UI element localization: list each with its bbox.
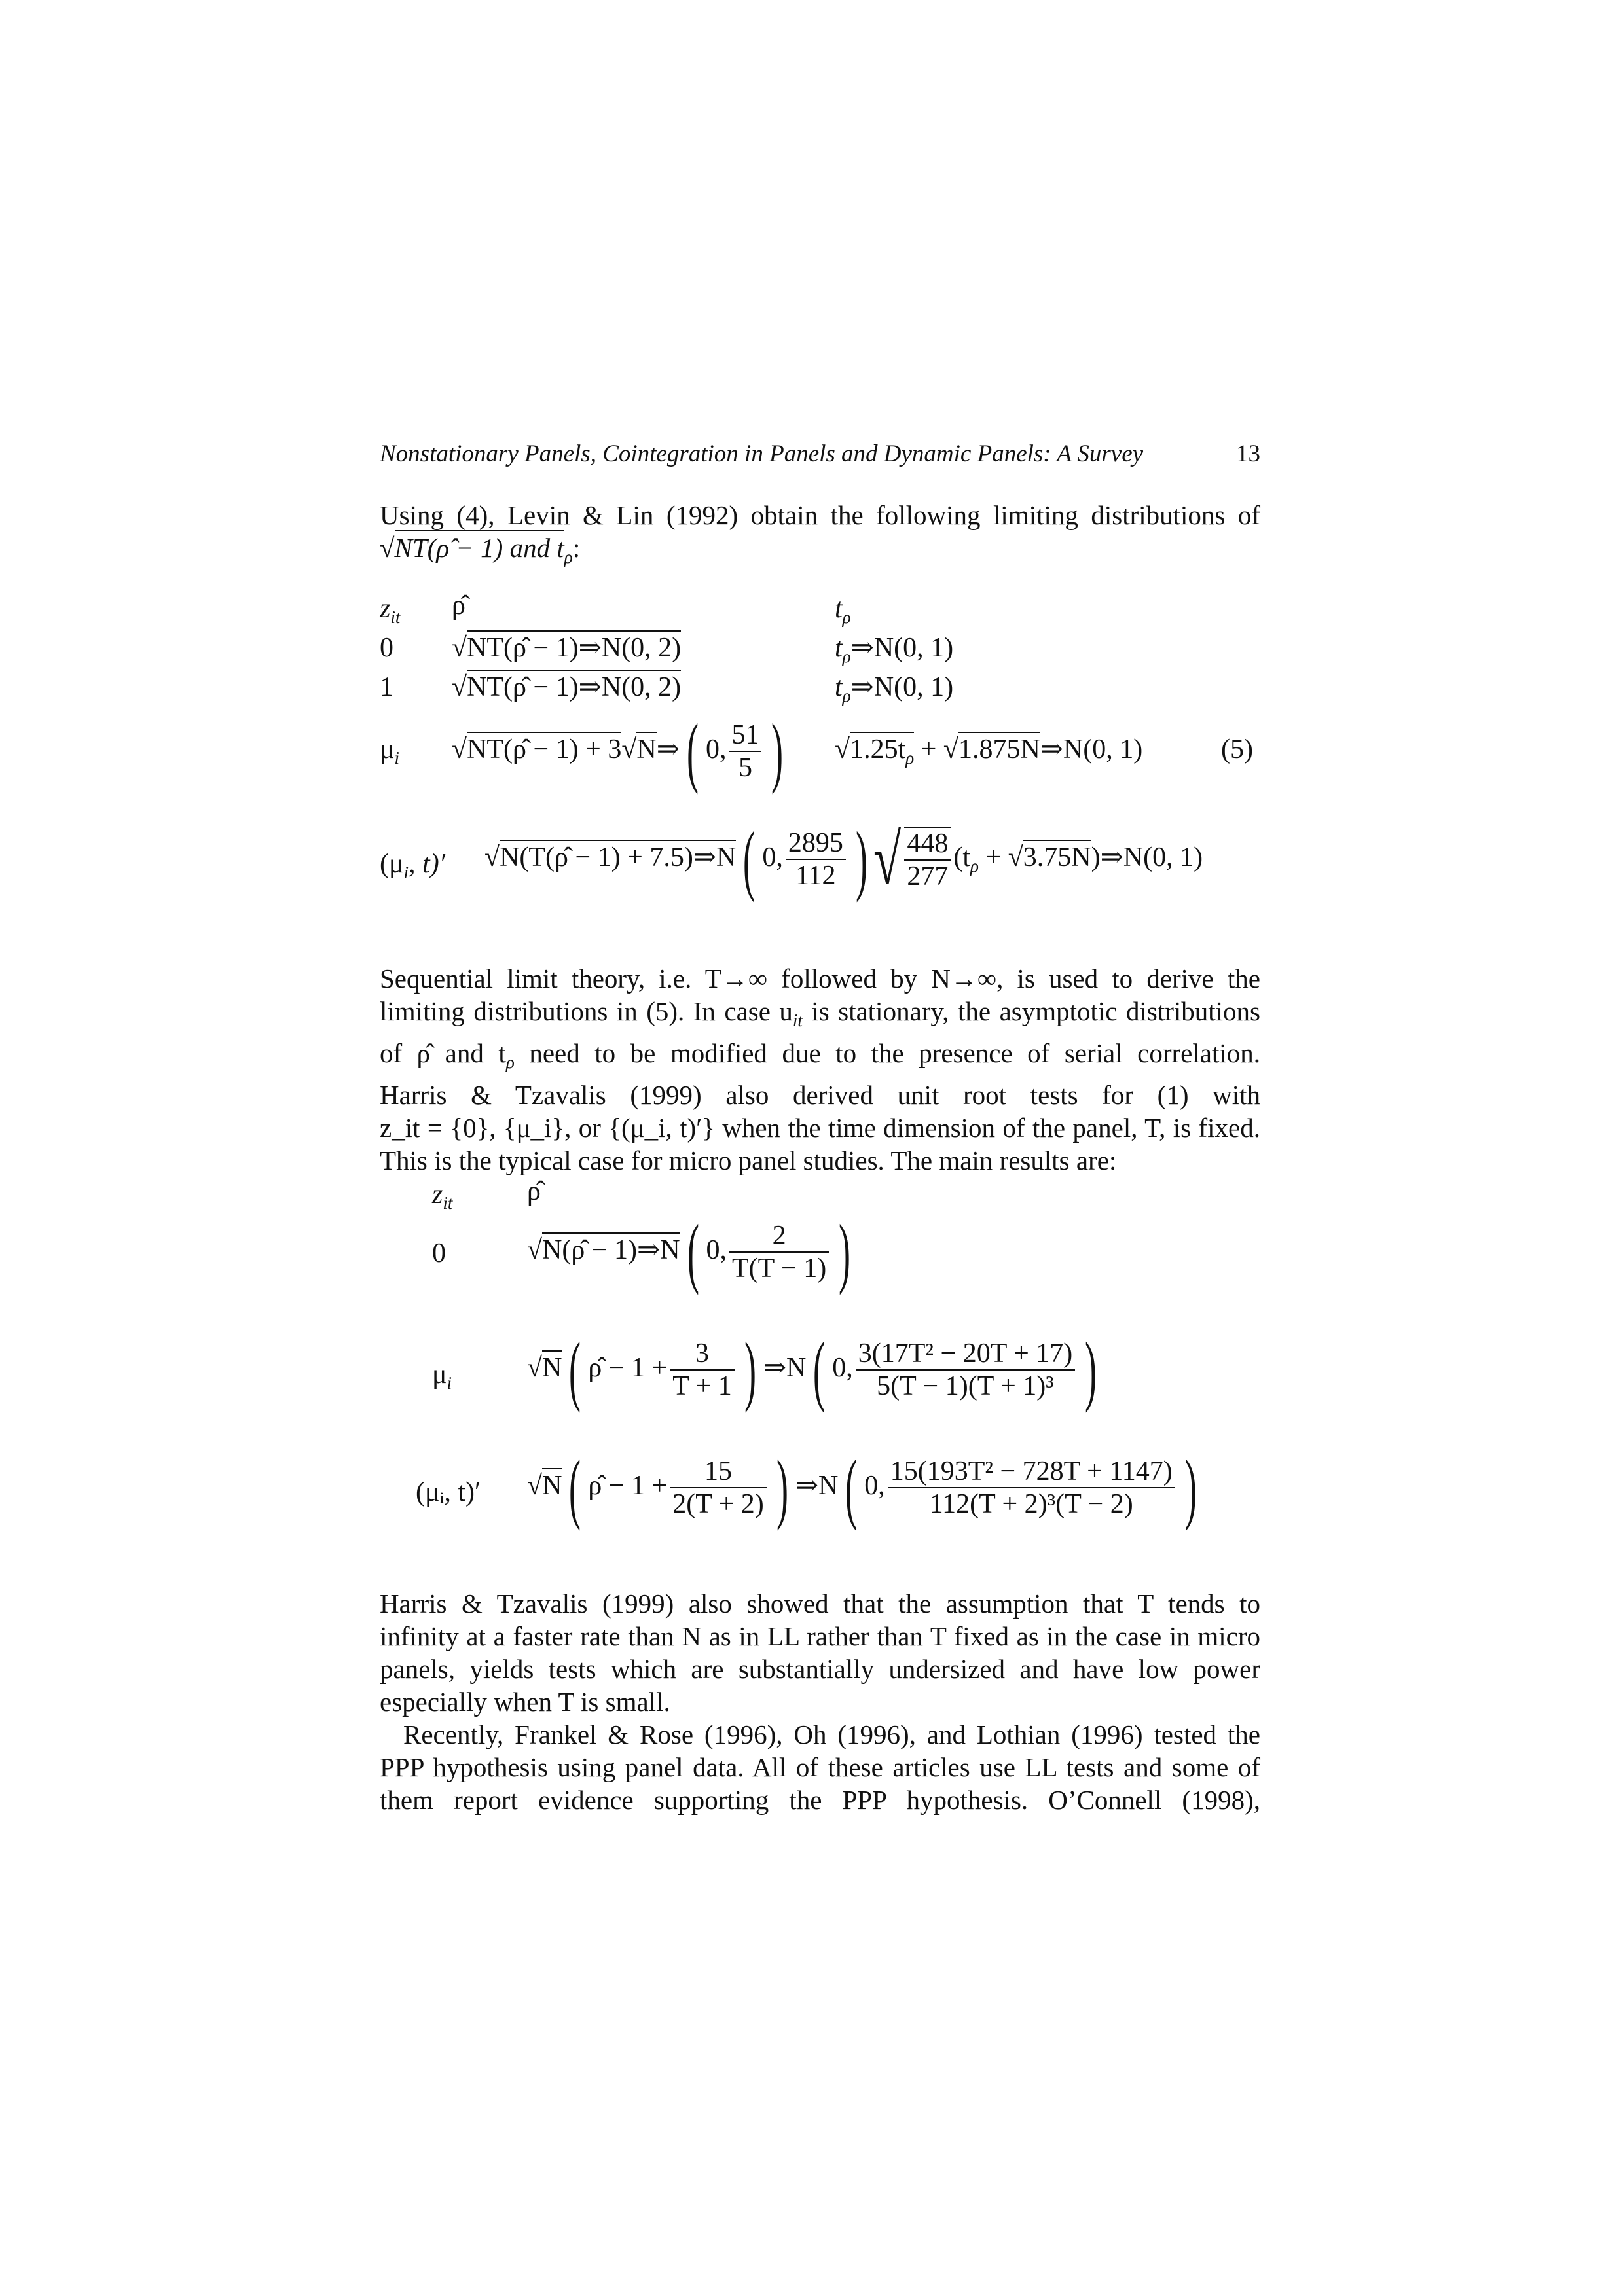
para3-line-4: especially when T is small. bbox=[380, 1687, 670, 1717]
table1-row2-rho: √NT(ρ̂ − 1) + 3√N⇒( 0, $\frac{51}{5}$ ) bbox=[452, 708, 784, 795]
table2-row1-z: $\mu_i$ bbox=[432, 1359, 452, 1393]
table1-row0-rho: √NT(ρ̂ − 1)⇒N(0, 2) bbox=[452, 632, 681, 664]
para1-line-1: Using (4), Levin & Lin (1992) obtain the following limiting distributions of bbox=[380, 500, 1260, 530]
table1-row3-t: √ $\frac{448}{277}$ ($t_\rho$ + √3.75N)⇒N(0, 1) bbox=[873, 819, 1203, 900]
page-number: 13 bbox=[1236, 440, 1260, 467]
table2-row0-z: 0 bbox=[432, 1238, 446, 1268]
table2-row2-z: (μᵢ, t)′ bbox=[416, 1477, 481, 1507]
para3-line-2: infinity at a faster rate than N as in LL rather than T fixed as in the case in micro bbox=[380, 1621, 1260, 1651]
table1-row3-rho: √N(T(ρ̂ − 1) + 7.5)⇒N( 0, $\frac{2895}{112}$ ) bbox=[484, 816, 867, 903]
para1-line-2-sub: ρ bbox=[564, 547, 573, 567]
paragraph-3 bbox=[380, 1587, 1260, 1718]
table1-row0-z: 0 bbox=[380, 633, 393, 663]
para4-line-3: them report evidence supporting the PPP hypothesis. O’Connell (1998), bbox=[380, 1785, 1260, 1815]
paragraph-1 bbox=[380, 499, 1260, 573]
table1-header-z: $z_{it}$ bbox=[380, 594, 401, 627]
table1-row3-z: ($\mu_i$, t)′ bbox=[380, 849, 445, 882]
para2-line-3: of ρ̂ and $t_\rho$ need to be modified due to the presence of serial correlation. bbox=[380, 1038, 1260, 1072]
para2-line-1: Sequential limit theory, i.e. T→∞ followed by N→∞, is used to derive the bbox=[380, 963, 1260, 994]
para1-line-2: √NT(ρ̂ − 1) and $t_\rho$: bbox=[380, 531, 1260, 573]
para1-line-2-expr: NT(ρ̂ − 1) and t bbox=[394, 533, 564, 563]
running-header bbox=[380, 440, 1260, 468]
table1-header-rho: ρ̂ bbox=[452, 590, 465, 620]
para4-line-1: Recently, Frankel & Rose (1996), Oh (1996), and Lothian (1996) tested the bbox=[403, 1719, 1260, 1749]
table1-row2-z: $\mu_i$ bbox=[380, 734, 400, 768]
paragraph-2 bbox=[380, 962, 1260, 1177]
para1-line-2-end: : bbox=[572, 533, 581, 563]
para3-line-1: Harris & Tzavalis (1999) also showed that the assumption that T tends to bbox=[380, 1588, 1260, 1619]
table2-row1-expr: √N( ρ̂ − 1 + $\frac{3}{T + 1}$ ) ⇒N( 0, $\frac{\text{3(17T² − 20T + 17)}}{\text{5(T − 1)(T + 1)³}}$ ) bbox=[527, 1326, 1097, 1414]
para2-line-2: limiting distributions in (5). In case $u_{it}$ is stationary, the asymptotic distributions bbox=[380, 996, 1260, 1030]
table2-row2-expr: √N( ρ̂ − 1 + $\frac{15}{2(T + 2)}$ ) ⇒N( 0, $\frac{\text{15(193T² − 728T + 1147)}}{\text{112(T + 2)³(T − 2)}}$ ) bbox=[527, 1444, 1197, 1532]
paragraph-4 bbox=[380, 1718, 1260, 1816]
para2-line-5: z_it = {0}, {μ_i}, or {(μ_i, t)′} when the time dimension of the panel, T, is fixed. bbox=[380, 1113, 1260, 1143]
equation-label-5: (5) bbox=[1221, 734, 1253, 764]
table1-row1-z: 1 bbox=[380, 672, 393, 702]
para3-line-3: panels, yields tests which are substantially undersized and have low power bbox=[380, 1654, 1260, 1684]
table1-header-t: $t_\rho$ bbox=[835, 594, 851, 627]
table2-header-z: $z_{it}$ bbox=[432, 1179, 453, 1213]
table2-row0-expr: √N(ρ̂ − 1)⇒N( 0, $\frac{2}{T(T - 1)}$ ) bbox=[527, 1208, 851, 1296]
table2-header-rho: ρ̂ bbox=[527, 1176, 541, 1206]
table1-row1-rho: √NT(ρ̂ − 1)⇒N(0, 2) bbox=[452, 671, 681, 704]
para4-line-2: PPP hypothesis using panel data. All of these articles use LL tests and some of bbox=[380, 1752, 1260, 1782]
table1-row2-t: $√1.25t_\rho$ + √1.875N⇒N(0, 1) bbox=[835, 733, 1142, 774]
header-title: Nonstationary Panels, Cointegration in Panels and Dynamic Panels: A Survey bbox=[380, 440, 1144, 467]
para2-line-4: Harris & Tzavalis (1999) also derived unit root tests for (1) with bbox=[380, 1080, 1260, 1110]
para2-line-6: This is the typical case for micro panel studies. The main results are: bbox=[380, 1145, 1117, 1175]
table1-row1-t: $t_\rho\Rightarrow N(0$, 1) bbox=[835, 672, 954, 706]
table1-row0-t: $t_\rho\Rightarrow N(0$, 1) bbox=[835, 633, 954, 666]
